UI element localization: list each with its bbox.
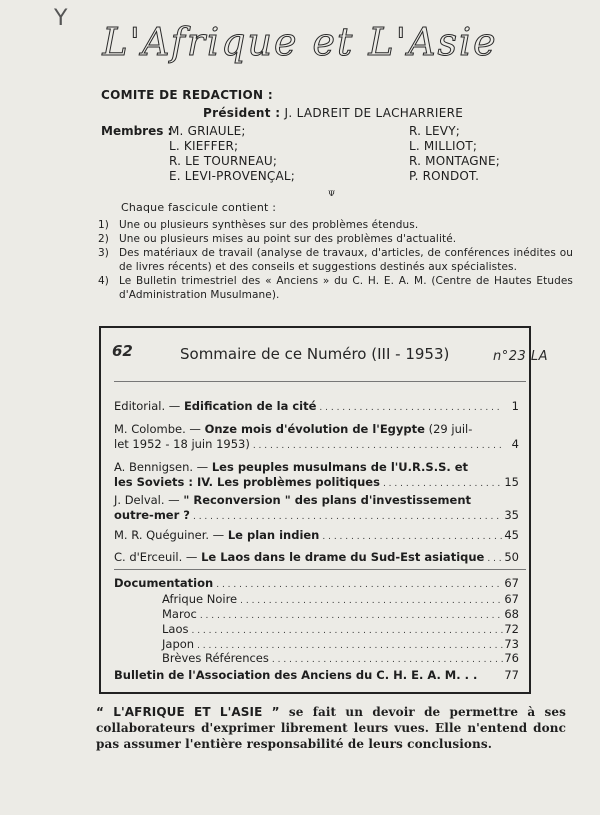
toc-entry: Editorial. — Edification de la cité . . . 1 (114, 399, 519, 416)
president-label: Président : (203, 106, 281, 120)
toc-bulletin: Bulletin de l'Association des Anciens du C. H. E. A. M. . . 77 (114, 668, 519, 682)
journal-name: “ L'AFRIQUE ET L'ASIE ” (96, 705, 280, 719)
member: R. MONTAGNE; (409, 154, 501, 168)
fascicule-list (98, 218, 573, 302)
members-left-column (169, 124, 295, 184)
member: M. GRIAULE; (169, 124, 246, 138)
toc-sub-entry: Japon . . . 73 (114, 637, 519, 654)
toc-documentation: Documentation . . . 67 (114, 576, 519, 593)
corner-mark: Y (54, 6, 68, 31)
disclaimer: “ L'AFRIQUE ET L'ASIE ” se fait un devoir de permettre à ses collaborateurs d'exprimer librement leurs vues. Elle n'entend donc pas assumer l'entière responsabilité de leurs conclusions. (96, 705, 566, 751)
handwritten-annotation: n°23 LA (493, 349, 549, 364)
president-line (203, 106, 463, 120)
members-label: Membres : (101, 124, 173, 138)
toc-sub-entry: Maroc . . . 68 (114, 607, 519, 624)
toc-sub-entry: Afrique Noire . . . 67 (114, 592, 519, 609)
member: R. LE TOURNEAU; (169, 154, 278, 168)
fascicule-item: 4) Le Bulletin trimestriel des « Anciens » du C. H. E. A. M. (Centre de Hautes Etudes d'Administration Musulmane). (98, 275, 573, 301)
member: R. LEVY; (409, 124, 460, 138)
divider (114, 569, 526, 570)
member: P. RONDOT. (409, 169, 480, 183)
fascicule-item: 3) Des matériaux de travail (analyse de travaux, d'articles, de conférences inédites ou de livres récents) et des conseils et suggestions destinés aux spécialistes. (98, 247, 573, 273)
ornament-icon: ᴪ (328, 188, 336, 199)
toc-entry: M. Colombe. — Onze mois d'évolution de l'Egypte (29 juil- let 1952 - 18 juin 1953) . . . 4 (114, 422, 519, 454)
toc-entry: J. Delval. — " Reconversion " des plans d'investissement outre-mer ? . . . 35 (114, 493, 519, 525)
fascicule-intro: Chaque fascicule contient : (121, 201, 277, 214)
members-right-column (409, 124, 500, 184)
toc-sub-entry: Laos . . . 72 (114, 622, 519, 639)
fascicule-item: 2) Une ou plusieurs mises au point sur des problèmes d'actualité. (98, 233, 457, 245)
sommaire-title: Sommaire de ce Numéro (III - 1953) (180, 345, 450, 363)
divider (114, 381, 526, 382)
member: E. LEVI-PROVENÇAL; (169, 169, 296, 183)
handwritten-number: 62 (112, 342, 133, 360)
committee-title: COMITE DE REDACTION : (101, 88, 273, 102)
toc-sub-entry: Brèves Références . . . 76 (114, 651, 519, 668)
president-name: J. LADREIT DE LACHARRIERE (284, 106, 464, 120)
fascicule-item: 1) Une ou plusieurs synthèses sur des problèmes étendus. (98, 219, 419, 231)
member: L. KIEFFER; (169, 139, 239, 153)
member: L. MILLIOT; (409, 139, 478, 153)
toc-entry: C. d'Erceuil. — Le Laos dans le drame du Sud-Est asiatique . . . 50 (114, 550, 519, 567)
toc-entry: A. Bennigsen. — Les peuples musulmans de l'U.R.S.S. et les Soviets : IV. Les problèmes politiques . . . 15 (114, 460, 519, 492)
masthead-title: L'Afrique et L'Asie (102, 20, 498, 64)
issue-number: (III - 1953) (371, 345, 450, 363)
toc-entry: M. R. Quéguiner. — Le plan indien . . . 45 (114, 528, 519, 545)
